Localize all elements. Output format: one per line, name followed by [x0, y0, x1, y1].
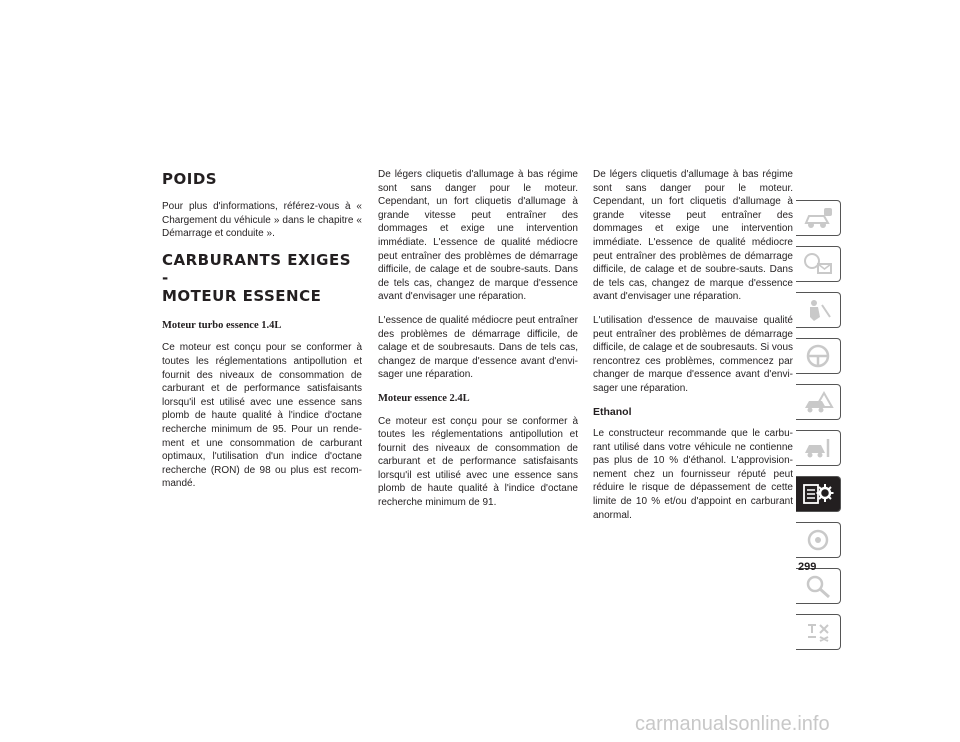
dashboard-message-icon: [802, 251, 834, 277]
paragraph-ethanol: Le constructeur recommande que le carbu-rant utilisé dans votre véhicule ne contienne pas plus de 10 % d'éthanol. L'approvision-nement chez un fournisseur réputé peut réduire le risque de dépassement de cette limite de 10 % et/ou d'appoint en carburant anormal.: [593, 428, 793, 521]
heading-poids: POIDS: [162, 170, 218, 188]
subheading-essence-24: Moteur essence 2.4L: [378, 392, 470, 404]
watermark: carmanualsonline.info: [635, 713, 830, 735]
heading-carburants-line2: MOTEUR ESSENCE: [162, 286, 322, 305]
paragraph-cliquetis: De légers cliquetis d'allumage à bas régime sont sans danger pour le moteur. Cependant, un fort cliquetis d'allumage à grande vitesse peut entraîner des dommages et exige une intervention immédiate. L'essence de qualité médiocre peut entraîner des problèmes de démarrage difficile, de calage et de soubre-sauts. Dans de tels cas, changez de marque d'essence avant d'envisager une réparation.: [378, 169, 578, 303]
tab-emergency[interactable]: [796, 384, 841, 420]
page-number: 299: [798, 561, 817, 573]
tab-safety[interactable]: [796, 292, 841, 328]
tab-starting[interactable]: [796, 338, 841, 374]
heading-carburants-line1: CARBURANTS EXIGES -: [162, 250, 352, 287]
subheading-ethanol: Ethanol: [593, 405, 632, 418]
warning-car-icon: [802, 389, 834, 415]
multimedia-icon: [802, 527, 834, 553]
tab-specifications[interactable]: [796, 476, 841, 512]
column-3: [593, 168, 793, 532]
tab-dashboard[interactable]: [796, 246, 841, 282]
paragraph-mauvaise-qualite: L'utilisation d'essence de mauvaise qualité peut entraîner des problèmes de démarrage difficile, de calage et de soubresauts. Si vous rencontrez ces problèmes, commencez par changer de marque d'essence avant d'envi-sager une réparation.: [593, 314, 793, 394]
index-magnifier-icon: [802, 573, 834, 599]
subheading-turbo-14: Moteur turbo essence 1.4L: [162, 319, 282, 331]
steering-wheel-icon: [802, 343, 834, 369]
column-2: [378, 168, 578, 520]
chapter-tabs: [796, 200, 841, 660]
seat-safety-icon: [802, 297, 834, 323]
languages-icon: [802, 619, 834, 645]
paragraph-essence-mediocre: L'essence de qualité médiocre peut entraîner des problèmes de démarrage difficile, de calage et de soubresauts. Dans de tels cas, changez de marque d'essence avant d'envi-sager une réparation.: [378, 314, 578, 381]
tab-service[interactable]: [796, 430, 841, 466]
paragraph-poids: Pour plus d'informations, référez-vous à « Chargement du véhicule » dans le chapitre « Démarrage et conduite ».: [162, 201, 362, 240]
tab-multimedia[interactable]: [796, 522, 841, 558]
paragraph-turbo-14: Ce moteur est conçu pour se conformer à toutes les réglementations antipollution et fournit des niveaux de consommation de carburant et de performance satisfaisants lorsqu'il est utilisé avec une essence sans plomb de haute qualité à l'indice d'octane recherche minimum de 95. Pour un rende-ment et une consommation de carburant optimaux, l'utilisation d'un indice d'octane recherche (RON) de 98 ou plus est recom-mandé.: [162, 342, 362, 490]
tab-car-info[interactable]: [796, 200, 841, 236]
paragraph-cliquetis-2: De légers cliquetis d'allumage à bas régime sont sans danger pour le moteur. Cependant, un fort cliquetis d'allumage à grande vitesse peut entraîner des dommages et exige une intervention immédiate. L'essence de qualité médiocre peut entraîner des problèmes de démarrage difficile, de calage et de soubre-sauts. Dans de tels cas, changez de marque d'essence avant d'envisager une réparation.: [593, 169, 793, 303]
tab-index[interactable]: [796, 568, 841, 604]
car-info-icon: [802, 205, 834, 231]
specifications-gear-icon: [802, 481, 834, 507]
column-1: [162, 170, 362, 501]
paragraph-essence-24: Ce moteur est conçu pour se conformer à toutes les réglementations antipollution et fournit des niveaux de consommation de carburant et de performance satisfaisants lorsqu'il est utilisé avec une essence sans plomb de haute qualité à l'indice d'octane recherche minimum de 91.: [378, 415, 578, 509]
car-service-icon: [802, 435, 834, 461]
heading-carburants: [162, 251, 362, 305]
tab-languages[interactable]: [796, 614, 841, 650]
